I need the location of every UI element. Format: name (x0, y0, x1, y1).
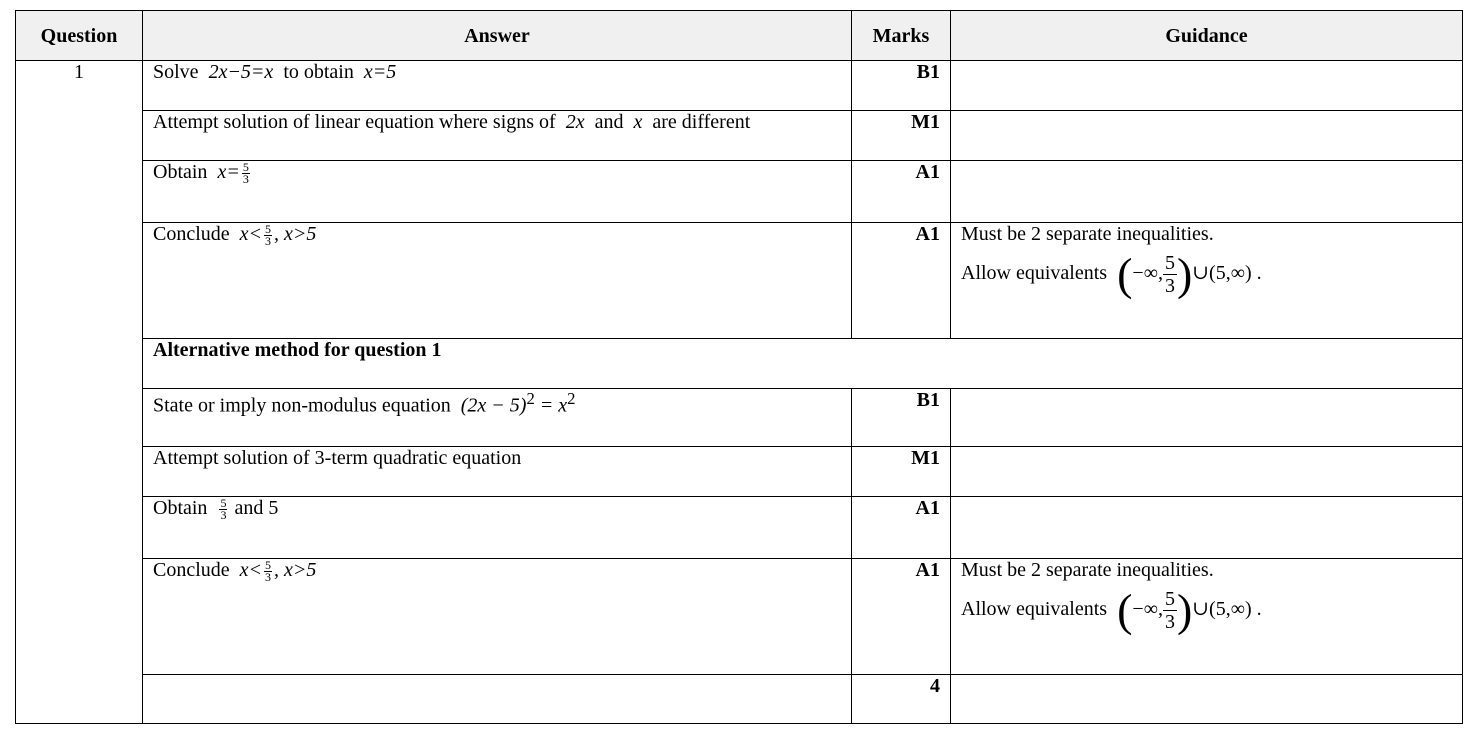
mark-cell: B1 (852, 389, 951, 447)
guidance-cell (951, 111, 1463, 161)
fraction: $\frac{5}{3}$ (265, 557, 272, 584)
guidance-cell (951, 675, 1463, 724)
table-row (16, 389, 1463, 447)
header-question: Question (16, 11, 143, 61)
mark-cell: A1 (852, 223, 951, 339)
header-row (16, 11, 1463, 61)
answer-cell: Attempt solution of 3-term quadratic equation (143, 447, 852, 497)
mark-cell: M1 (852, 111, 951, 161)
answer-cell: Obtain $\frac{5}{3}$ and 5 (143, 497, 852, 559)
table-row (16, 559, 1463, 675)
guidance-cell (951, 497, 1463, 559)
guidance-cell (951, 447, 1463, 497)
table-row (16, 447, 1463, 497)
table-row (16, 61, 1463, 111)
answer-cell: Obtain x= $\frac{5}{3}$ (143, 161, 852, 223)
mark-cell: M1 (852, 447, 951, 497)
header-marks: Marks (852, 11, 951, 61)
guidance-cell (951, 61, 1463, 111)
answer-cell: State or imply non-modulus equation $(2x - 5)^2 = x^2$ (143, 389, 852, 447)
answer-cell (143, 675, 852, 724)
alt-method-heading: Alternative method for question 1 (143, 339, 1463, 389)
guidance-cell: Must be 2 separate inequalities. Allow equivalents (−∞, $\frac{5}{3}$ )∪(5,∞) . (951, 223, 1463, 339)
answer-cell: Solve 2x−5=x to obtain x=5 (143, 61, 852, 111)
answer-cell: Attempt solution of linear equation where signs of 2x and x are different (143, 111, 852, 161)
header-answer: Answer (143, 11, 852, 61)
guidance-cell (951, 389, 1463, 447)
fraction: $\frac{5}{3}$ (242, 159, 249, 186)
mark-cell: B1 (852, 61, 951, 111)
answer-cell: Conclude x< $\frac{5}{3}$ , x>5 (143, 223, 852, 339)
interval-expression: (−∞, $\frac{5}{3}$ )∪(5,∞) . (1117, 248, 1262, 300)
table-row (16, 223, 1463, 339)
mark-cell: A1 (852, 497, 951, 559)
table-row (16, 497, 1463, 559)
mark-scheme-table (15, 10, 1463, 724)
table-row (16, 111, 1463, 161)
guidance-cell (951, 161, 1463, 223)
fraction: $\frac{5}{3}$ (265, 221, 272, 248)
mark-cell: A1 (852, 559, 951, 675)
total-mark: 4 (852, 675, 951, 724)
question-number: 1 (16, 61, 143, 724)
alt-method-row (16, 339, 1463, 389)
mark-cell: A1 (852, 161, 951, 223)
total-row (16, 675, 1463, 724)
interval-expression: (−∞, $\frac{5}{3}$ )∪(5,∞) . (1117, 584, 1262, 636)
table-row (16, 161, 1463, 223)
guidance-cell: Must be 2 separate inequalities. Allow equivalents (−∞, $\frac{5}{3}$ )∪(5,∞) . (951, 559, 1463, 675)
fraction: $\frac{5}{3}$ (220, 495, 227, 522)
answer-cell: Conclude x< $\frac{5}{3}$ , x>5 (143, 559, 852, 675)
header-guidance: Guidance (951, 11, 1463, 61)
